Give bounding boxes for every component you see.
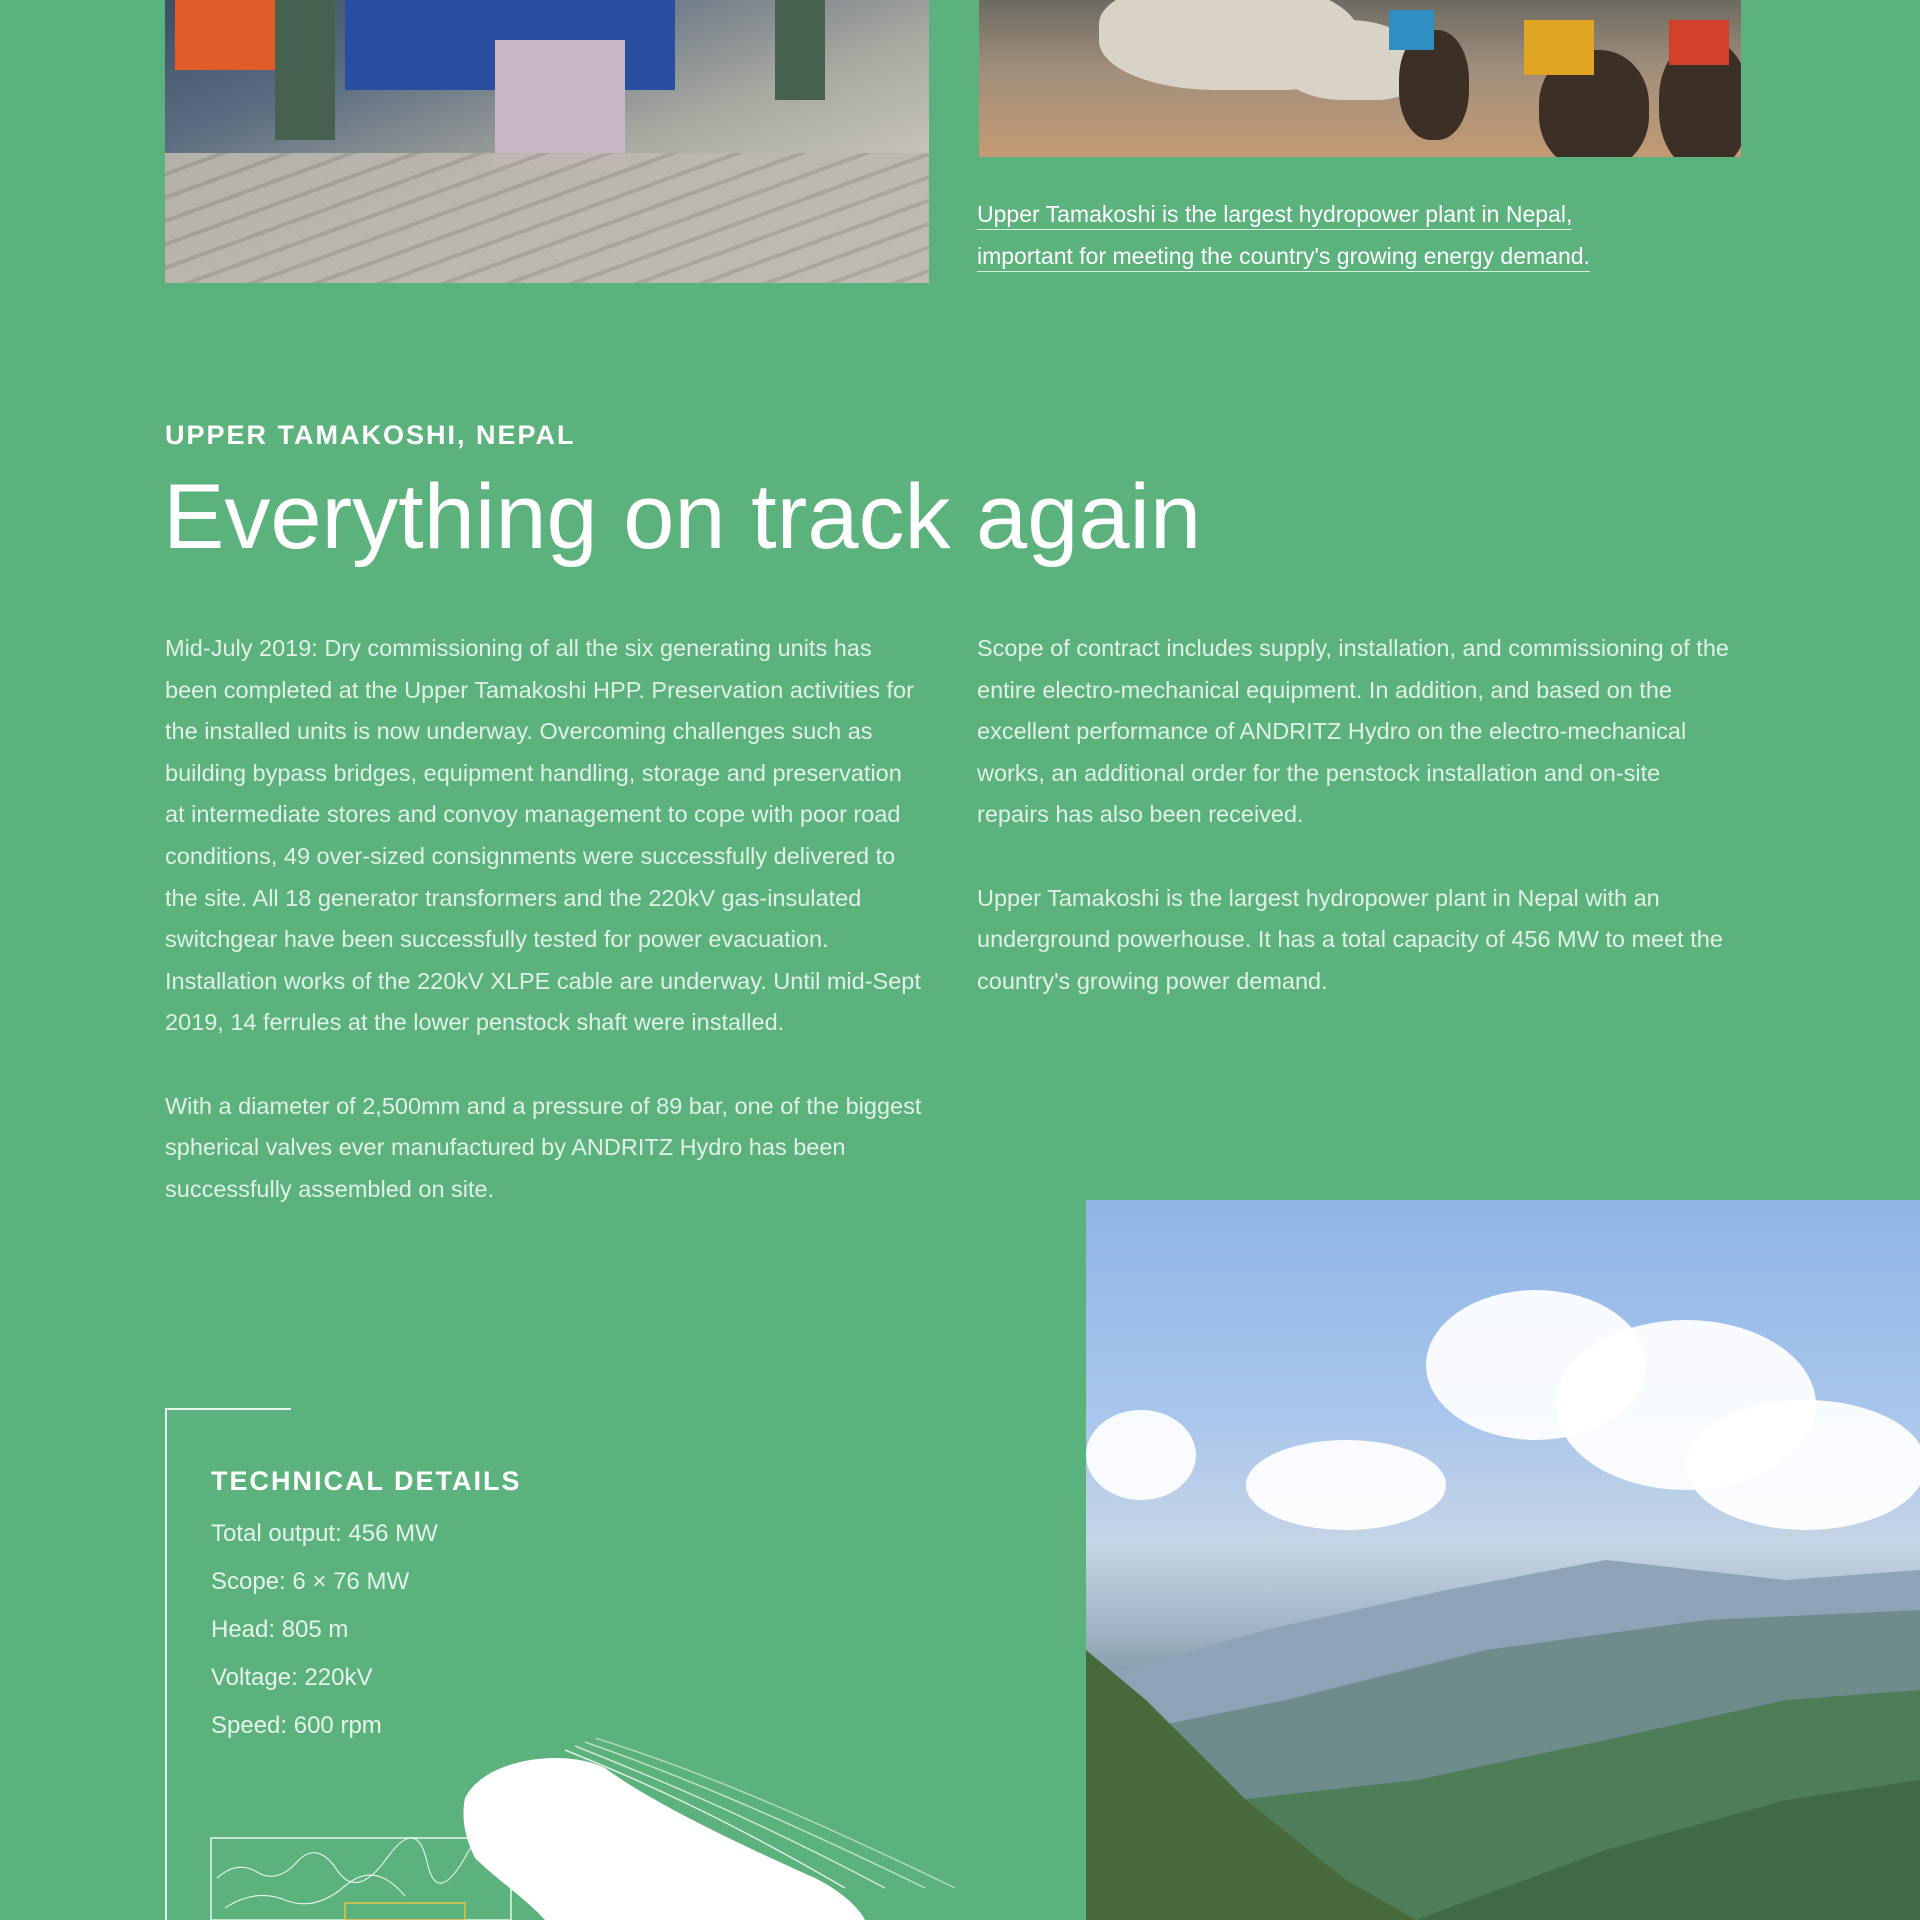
technical-details-title: TECHNICAL DETAILS xyxy=(211,1466,522,1496)
caption-line-1: Upper Tamakoshi is the largest hydropower plant in Nepal, xyxy=(977,201,1572,230)
technical-detail-item: Voltage: 220kV xyxy=(211,1664,373,1691)
technical-detail-item: Speed: 600 rpm xyxy=(211,1712,382,1739)
photo-caption xyxy=(977,193,1677,277)
photo-equipment-assembly xyxy=(165,0,929,283)
article-headline: Everything on track again xyxy=(163,466,1202,568)
paragraph: Mid-July 2019: Dry commissioning of all the six generating units has been completed at the Upper Tamakoshi HPP. Preservation activities for the installed units is now underway. Overcoming challenges such as building bypass bridges, equipment handling, storage and preservation at intermediate stores and convoy management to cope with poor road conditions, 49 over-sized consignments were successfully delivered to the site. All 18 generator transformers and the 220kV gas-insulated switchgear have been successfully tested for power evacuation. Installation works of the 220kV XLPE cable are underway. Until mid-Sept 2019, 14 ferrules at the lower penstock shaft were installed. xyxy=(165,635,921,1036)
paragraph: Upper Tamakoshi is the largest hydropower plant in Nepal with an underground powerhouse. It has a total capacity of 456 MW to meet the country's growing power demand. xyxy=(977,884,1723,994)
article-kicker: UPPER TAMAKOSHI, NEPAL xyxy=(165,420,576,450)
article-column-left xyxy=(165,628,925,1252)
technical-detail-item: Scope: 6 × 76 MW xyxy=(211,1568,410,1595)
paragraph: With a diameter of 2,500mm and a pressure of 89 bar, one of the biggest spherical valves ever manufactured by ANDRITZ Hydro has been successfully assembled on site. xyxy=(165,1092,922,1202)
photo-himalayan-valley xyxy=(1086,1200,1920,1920)
caption-line-2: important for meeting the country's growing energy demand. xyxy=(977,243,1590,272)
photo-yak-transport xyxy=(979,0,1741,157)
technical-detail-item: Head: 805 m xyxy=(211,1616,349,1643)
technical-details-list xyxy=(211,1510,438,1750)
article-column-right xyxy=(977,628,1737,1044)
paragraph: Scope of contract includes supply, installation, and commissioning of the entire electro-mechanical equipment. In addition, and based on the excellent performance of ANDRITZ Hydro on the electro-mechanical works, an additional order for the penstock installation and on-site repairs has also been received. xyxy=(977,635,1729,828)
technical-details-box xyxy=(165,1408,965,1920)
technical-detail-item: Total output: 456 MW xyxy=(211,1520,438,1547)
nepal-location-map xyxy=(165,1738,965,1920)
mountain-ridges xyxy=(1086,1500,1920,1920)
